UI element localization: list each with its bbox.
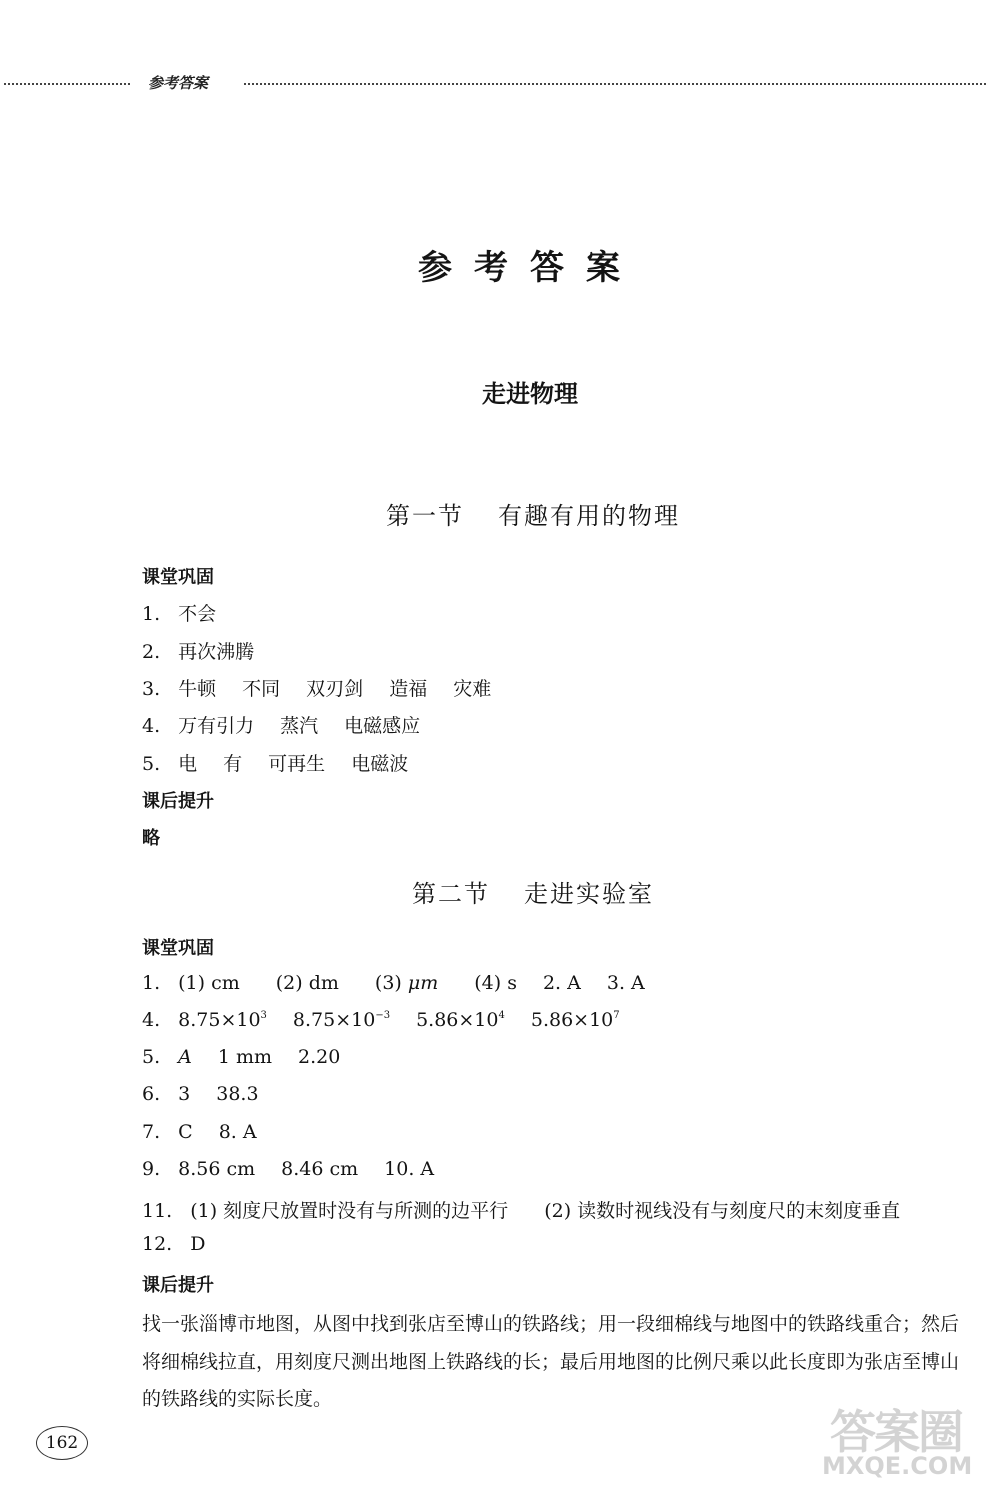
running-header: 参考答案 [148,74,209,92]
s2-answer-4: 4. $8.75\times 10^3$ $8.75\times 10^{-3}$ $5.86\times 10^4$ $5.86\times 10^7$ [142,1009,620,1031]
s2-answer-5: 5. A 1 mm 2.20 [142,1046,341,1068]
s2-answer-12: 12. D [142,1233,206,1255]
page-title: 参考答案 [418,248,642,288]
s2-answer-1: 1. (1) cm (2) dm (3) μm (4) s 2. A 3. A [142,972,645,994]
section-2-number: 第二节 [412,880,490,908]
s1-after-heading: 课后提升 [142,791,214,812]
section-1-number: 第一节 [386,502,464,530]
s2-after-heading: 课后提升 [142,1275,214,1296]
section-2-name: 走进实验室 [524,880,654,908]
section-2-heading [412,874,654,909]
header-rule-right [244,83,986,85]
s1-answer-2: 2. 再次沸腾 [142,641,255,663]
section-1-heading [386,496,680,531]
s2-answer-7: 7. C 8. A [142,1121,257,1143]
watermark-url: MXQE.COM [822,1452,973,1480]
s1-answer-4: 4. 万有引力 蒸汽 电磁感应 [142,715,421,737]
s2-after-paragraph: 找一张淄博市地图，从图中找到张店至博山的铁路线；用一段细棉线与地图中的铁路线重合；然后将细棉线拉直，用刻度尺测出地图上铁路线的长；最后用地图的比例尺乘以此长度即为张店至博山的铁路线的实际长度。 [142,1313,960,1410]
s1-after-text: 略 [142,828,160,849]
watermark-logo-text: 答案圈 [830,1405,962,1459]
page-number: 162 [36,1426,88,1460]
section-1-name: 有趣有用的物理 [498,502,680,530]
s2-classwork-heading: 课堂巩固 [142,938,214,959]
s1-classwork-heading: 课堂巩固 [142,567,214,588]
s2-answer-6: 6. 3 38.3 [142,1083,259,1105]
s1-answer-5: 5. 电 有 可再生 电磁波 [142,753,409,775]
watermark-logo [822,1396,992,1490]
s1-answer-1: 1. 不会 [142,603,217,625]
header-rule-left [4,83,130,85]
s2-answer-9: 9. 8.56 cm 8.46 cm 10. A [142,1158,435,1180]
chapter-title: 走进物理 [482,380,578,408]
s1-answer-3: 3. 牛顿 不同 双刃剑 造福 灾难 [142,678,492,700]
s2-answer-11: 11. (1) 刻度尺放置时没有与所测的边平行 (2) 读数时视线没有与刻度尺的末刻度垂直 [142,1200,901,1222]
